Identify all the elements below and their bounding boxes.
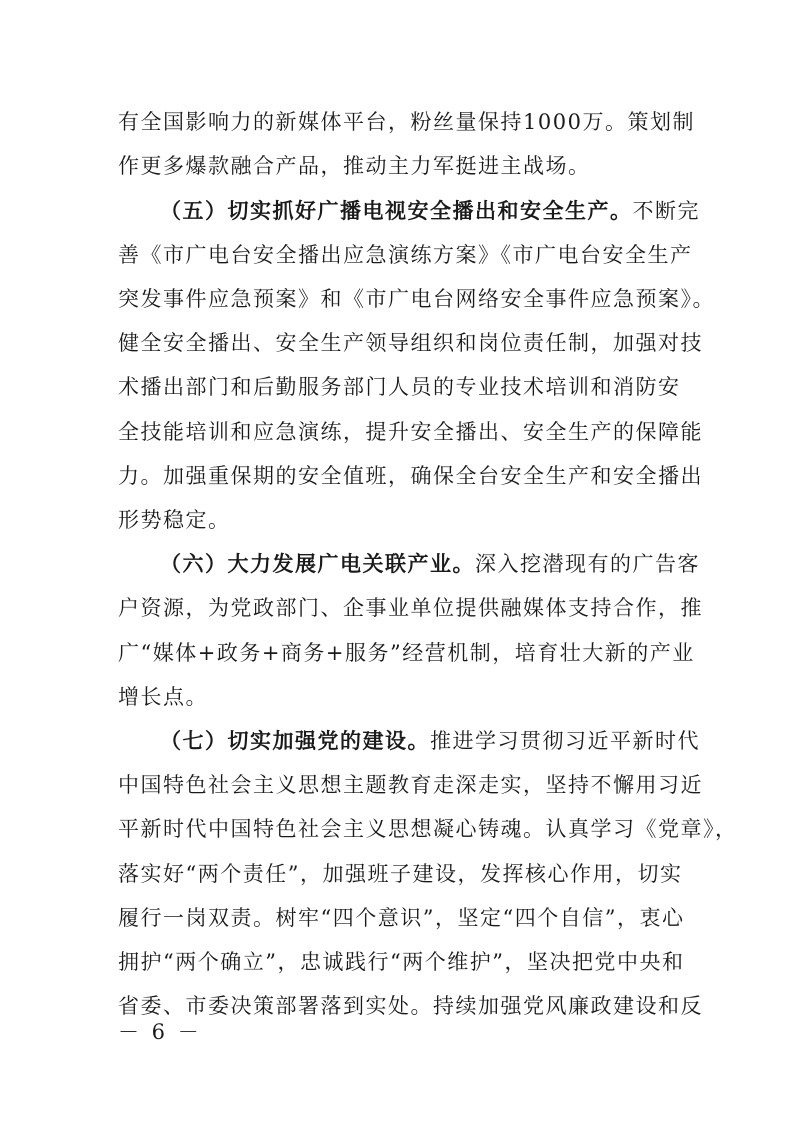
text-line: 术播出部门和后勤服务部门人员的专业技术培训和消防安: [118, 375, 681, 399]
text-line: 力。加强重保期的安全值班，确保全台安全生产和安全播出: [118, 464, 703, 488]
text-line: 拥护“两个确立”，忠诚践行“两个维护”，坚决把党中央和: [118, 950, 685, 974]
section-heading-line: （六）大力发展广电关联产业。深入挖潜现有的广告客: [160, 551, 700, 576]
text-line: 平新时代中国特色社会主义思想凝心铸魂。认真学习《党章》，: [118, 817, 738, 841]
text-line: 履行一岗双责。树牢“四个意识”，坚定“四个自信”，衷心: [118, 906, 685, 930]
text-line: 落实好“两个责任”，加强班子建设，发挥核心作用，切实: [118, 862, 683, 886]
text-line: 广“媒体+政务+商务+服务”经营机制，培育壮大新的产业: [118, 641, 695, 665]
text-line: 省委、市委决策部署落到实处。持续加强党风廉政建设和反: [118, 994, 703, 1018]
section-heading: （七）切实加强党的建设。: [160, 728, 430, 753]
text-line: 户资源，为党政部门、企事业单位提供融媒体支持合作，推: [118, 596, 703, 620]
page-number: － 6 －: [118, 1020, 202, 1044]
section-heading: （六）大力发展广电关联产业。: [160, 551, 475, 576]
text-line: 全技能培训和应急演练，提升安全播出、安全生产的保障能: [118, 420, 703, 444]
section-heading-line: （七）切实加强党的建设。推进学习贯彻习近平新时代: [160, 728, 700, 753]
text-line: 突发事件应急预案》和《市广电台网络安全事件应急预案》。: [118, 287, 715, 311]
text-line: 增长点。: [118, 685, 208, 709]
text-line: 中国特色社会主义思想主题教育走深走实，坚持不懈用习近: [118, 773, 703, 797]
section-heading-line: （五）切实抓好广播电视安全播出和安全生产。不断完: [160, 198, 700, 223]
section-heading: （五）切实抓好广播电视安全播出和安全生产。: [160, 198, 633, 223]
text-line: 善《市广电台安全播出应急演练方案》《市广电台安全生产: [118, 243, 693, 267]
text-line: 作更多爆款融合产品，推动主力军挺进主战场。: [118, 154, 591, 178]
text-line: 有全国影响力的新媒体平台，粉丝量保持1000万。策划制: [118, 110, 695, 134]
text-line: 健全安全播出、安全生产领导组织和岗位责任制，加强对技: [118, 331, 703, 355]
text-line: 形势稳定。: [118, 508, 231, 532]
